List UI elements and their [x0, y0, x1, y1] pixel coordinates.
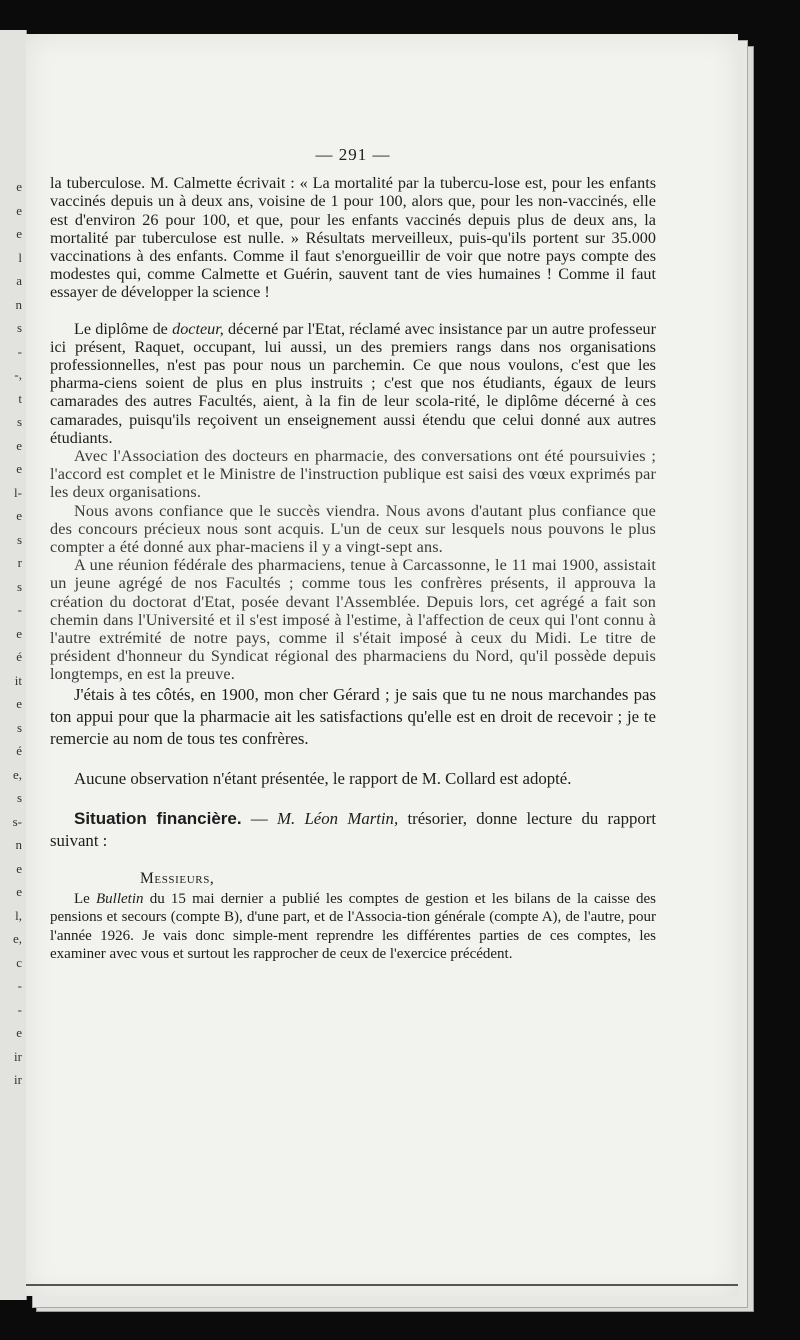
paragraph-gerard: J'étais à tes côtés, en 1900, mon cher Gérard ; je sais que tu ne nous marchandes pas ton appui pour que la pharmacie ait les satisfactions qu'elle est en droit de recevoir ; je te remercie au nom de tous tes confrères. — [50, 684, 656, 748]
adjacent-page-fragment: é — [16, 649, 22, 664]
adjacent-page-fragment: n — [15, 296, 22, 312]
adjacent-page-fragment: e — [16, 696, 22, 711]
paragraph-gap — [50, 302, 656, 320]
adjacent-page-fragment: e — [16, 226, 22, 241]
adjacent-page-fragment: s — [16, 719, 22, 735]
report-lead: Le — [74, 890, 97, 907]
adjacent-page-fragment: é — [16, 743, 22, 758]
speaker-prefix: M. — [276, 808, 305, 828]
report-salutation: Messieurs, — [140, 869, 215, 887]
adjacent-page-fragment: e — [16, 437, 22, 453]
adjacent-page-fragment: n — [15, 837, 22, 852]
adjacent-page-fragment: a — [16, 273, 22, 288]
paragraph-association: Avec l'Association des docteurs en pharmacie, des conversations ont été poursuivies ; l'accord est complet et le Ministre de l'instruction publique est saisi des vœux exprimés par les deux organisations. — [50, 447, 656, 502]
document-page — [26, 34, 738, 1296]
adjacent-page-fragment: s — [16, 414, 22, 429]
report-body: du 15 mai dernier a publié les comptes de gestion et les bilans de la caisse des pensions et secours (compte B), d'une part, et de l'Associa-tion générale (compte A), de l'autre, pour l'année 1926. Je vais donc simple-ment reprendre les différentes parties de ces comptes, les examiner avec vous et surtout les rapprocher de ceux de l'exercice précédent. — [50, 890, 656, 963]
adjacent-page-fragment: e — [16, 1025, 22, 1040]
adjacent-page-fragment: e — [16, 202, 22, 218]
paragraph-confiance: Nous avons confiance que le succès viendra. Nous avons d'autant plus confiance que des concours précieux nous sont acquis. L'un de ceux sur lesquels nous pouvons le plus compter a été donné aux phar-maciens il y a vingt-sept ans. — [50, 501, 656, 557]
adjacent-page-fragment: e — [16, 625, 22, 641]
adjacent-page-fragment: - — [17, 1001, 22, 1017]
adjacent-page-fragment: e — [16, 179, 22, 194]
adjacent-page-fragment: - — [17, 343, 22, 359]
paragraph-gap — [50, 790, 656, 808]
paragraph-calmette: la tuberculose. M. Calmette écrivait : « La mortalité par la tubercu-lose est, pour les enfants vaccinés depuis un à deux ans, voisine de 1 pour 100, alors que, pour les non-vaccinés, elle est d'environ 26 pour 100, et que, pour les enfants vaccinés depuis plus de deux ans, la mortalité par tuberculose est nulle. » Résultats merveilleux, puis-qu'ils portent sur 35.000 vaccinations à des enfants. Comme il faut s'enorgueillir de voir que notre pays compte des modestes qui, comme Calmette et Guérin, sauvent tant de vies humaines ! Comme il faut essayer de développer la science ! — [50, 174, 656, 302]
page-number: — 291 — — [315, 145, 391, 164]
adjacent-page-fragment: ir — [14, 1048, 22, 1064]
report-paragraph — [50, 890, 656, 964]
adjacent-page-fragment: e — [16, 461, 22, 476]
paragraph-diplome — [50, 320, 656, 447]
adjacent-page-fragment: ir — [14, 1072, 22, 1087]
adjacent-page-fragment: l — [18, 249, 22, 265]
adjacent-page-fragment: s — [16, 531, 22, 547]
adjacent-page-fragment: e, — [12, 931, 22, 946]
italic-docteur: docteur, — [172, 319, 224, 338]
section-intro: trésorier, donne lecture du rapport suivant : — [50, 808, 657, 850]
adjacent-page-fragment: -, — [14, 367, 22, 382]
speaker-name: Léon Martin, — [304, 808, 399, 828]
adjacent-page-fragment: s — [16, 578, 22, 594]
paragraph-gap — [50, 750, 656, 768]
italic-bulletin: Bulletin — [96, 890, 144, 907]
adjacent-page-edge — [0, 30, 27, 1300]
section-dash: — — [241, 808, 277, 828]
adjacent-page-fragment: s — [16, 320, 22, 335]
adjacent-page-fragment: r — [17, 555, 22, 570]
paragraph-diplome-lead: Le diplôme de — [74, 319, 173, 338]
adjacent-page-fragment: s- — [12, 813, 22, 829]
adjacent-page-fragment: s — [16, 790, 22, 805]
adjacent-page-fragment: - — [17, 978, 22, 993]
adjacent-page-fragment: it — [14, 672, 22, 688]
paragraph-diplome-body: décerné par l'Etat, réclamé avec insistance par un autre professeur ici présent, Raquet, occupant, lui aussi, un des premiers rangs dans nos organisations professionnelles, n'est pas pour nous un parchemin. Ce que nous voulons, c'est que les pharma-ciens soient de plus en plus instruits ; c'est que nos étudiants, égaux de leurs camarades des autres Facultés, aient, à la fin de leur scola-rité, le diplôme décerné à ces camarades, puisqu'ils reçoivent un enseignement aussi étendu que celui donné aux autres étudiants. — [50, 319, 656, 447]
adjacent-page-fragment: l- — [14, 484, 22, 500]
adjacent-page-fragment: t — [18, 390, 22, 406]
adjacent-page-fragment: e, — [12, 766, 22, 782]
bottom-rule — [26, 1284, 738, 1286]
paragraph-carcassonne: A une réunion fédérale des pharmaciens, tenue à Carcassonne, le 11 mai 1900, assistait un jeune agrégé de nos Facultés ; comme tous les confrères présents, il approuva la création du doctorat d'Etat, posée devant l'Assemblée. Depuis lors, cet agrégé a fait son chemin dans l'Université et il s'est imposé à l'estime, à l'affection de ceux qui l'ont connu à l'autre extrémité de notre pays, comme il s'était imposé à ceux du Midi. Le titre de président d'honneur du Syndicat régional des pharmaciens du Nord, qu'il possède depuis longtemps, en est la preuve. — [50, 556, 656, 684]
adjacent-page-fragment: l, — [15, 907, 22, 923]
adjacent-page-fragment: e — [16, 508, 22, 523]
adjacent-page-fragment: e — [16, 860, 22, 876]
paragraph-adopted: Aucune observation n'étant présentée, le rapport de M. Collard est adopté. — [74, 768, 572, 788]
adjacent-page-fragment: c — [16, 954, 22, 970]
adjacent-page-fragment: - — [17, 602, 22, 617]
adjacent-page-fragment: e — [16, 884, 22, 899]
section-financial-situation — [50, 808, 656, 852]
page-content — [50, 146, 656, 964]
section-title: Situation financière. — [74, 808, 242, 828]
